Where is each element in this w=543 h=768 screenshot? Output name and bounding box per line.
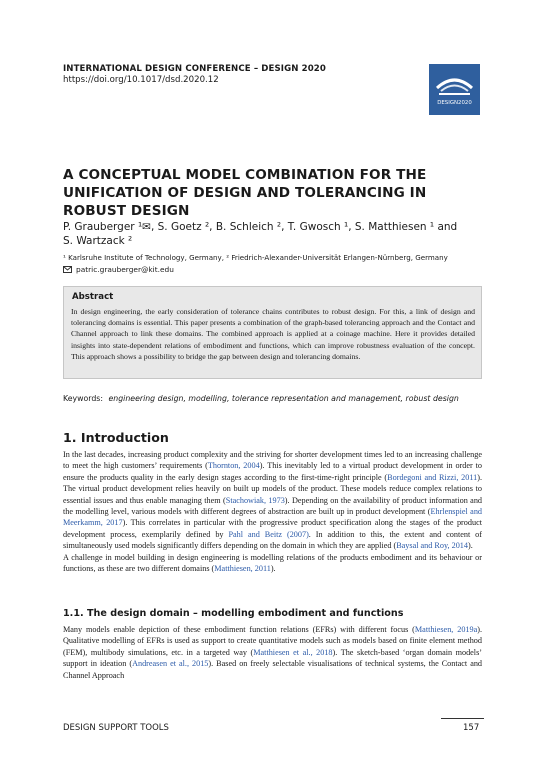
citation-link[interactable]: Thornton, 2004 xyxy=(207,461,260,471)
keywords xyxy=(63,393,463,404)
keywords-text: engineering design, modelling, tolerance representation and management, robust design xyxy=(108,394,459,403)
subsection-heading-design-domain: 1.1. The design domain – modelling embodiment and functions xyxy=(63,608,404,619)
citation-link[interactable]: Matthiesen, 2011 xyxy=(214,564,271,574)
design-paragraph-1: Many models enable depiction of these embodiment function relations (EFRs) with different focus (Matthiesen, 2019a). Qualitative modelling of EFRs is used as support to create quantitative models such as models based on finite element method (FEM), multibody simulations, etc. in a targeted way (Matthiesen et al., 2018). The sketch-based ‘organ domain models’ support in ideation (Andreasen et al., 2015). Based on freely selectable visualisations of technical systems, the Contact and Channel Approach xyxy=(63,625,483,680)
citation-link[interactable]: Stachowiak, 1973 xyxy=(225,495,285,505)
corresponding-email-row xyxy=(63,265,174,274)
email-address[interactable]: patric.grauberger@kit.edu xyxy=(76,265,174,274)
citation-link[interactable]: Andreasen et al., 2015 xyxy=(132,659,209,669)
design-conference-logo xyxy=(429,64,480,115)
author-line-2: S. Wartzack ² xyxy=(63,235,133,247)
logo-text: DESIGN2020 xyxy=(437,100,472,106)
doi-link[interactable]: https://doi.org/10.1017/dsd.2020.12 xyxy=(63,75,219,85)
introduction-body xyxy=(63,449,482,574)
logo-graphic xyxy=(429,64,480,115)
citation-link[interactable]: Bordegoni and Rizzi, 2011 xyxy=(387,472,478,482)
intro-paragraph-1: In the last decades, increasing product complexity and the striving for shorter development times led to an increasing challenge to meet the high customers’ requirements (Thornton, 2004). This inevitably led to a virtual product development in order to ensure the products quality in the early design stages according to the first-time-right principle (Bordegoni and Rizzi, 2011). The virtual product development relies heavily on built up models of the product. These models reduce complex relations to essential issues and thus enable managing them (Stachowiak, 1973). Depending on the availability of product information and the modelling level, various models with different degrees of abstraction are built up in product development (Ehrlenspiel and Meerkamm, 2017). This correlates in particular with the progressive product specification along the stages of the product development process, exemplarily defined by Pahl and Beitz (2007). In addition to this, the extent and content of simultaneously used models significantly differs depending on the domain in which they are applied (Baysal and Roy, 2014). xyxy=(63,450,483,551)
section-heading-introduction: 1. Introduction xyxy=(63,430,169,445)
conference-name: INTERNATIONAL DESIGN CONFERENCE – DESIGN 2020 xyxy=(63,64,326,74)
paper-title: A CONCEPTUAL MODEL COMBINATION FOR THE UNIFICATION OF DESIGN AND TOLERANCING IN ROBUST DESIGN xyxy=(63,167,427,219)
citation-link[interactable]: Baysal and Roy, 2014 xyxy=(396,541,468,551)
page-number: 157 xyxy=(463,723,480,733)
intro-paragraph-2: A challenge in model building in design engineering is modelling relations of the products embodiment and its behaviour or functions, as these are two different domains (Matthiesen, 2011). xyxy=(63,552,482,574)
citation-link[interactable]: Matthiesen, 2019a xyxy=(414,625,478,634)
keywords-label: Keywords: xyxy=(63,394,103,403)
affiliations: ¹ Karlsruhe Institute of Technology, Germany, ² Friedrich-Alexander-Universität Erlangen-Nürnberg, Germany xyxy=(63,253,448,262)
author-line-1: P. Grauberger ¹✉, S. Goetz ², B. Schleich ², T. Gwosch ¹, S. Matthiesen ¹ and xyxy=(63,221,458,233)
citation-link[interactable]: Ehrlenspiel and Meerkamm, 2017 xyxy=(63,507,483,528)
author-list xyxy=(63,220,483,248)
citation-link[interactable]: Matthiesen et al., 2018 xyxy=(253,647,333,657)
envelope-icon xyxy=(63,266,72,273)
abstract-heading: Abstract xyxy=(72,292,114,302)
citation-link[interactable]: Pahl and Beitz (2007) xyxy=(228,529,309,539)
footer-divider xyxy=(441,718,484,719)
design-domain-body xyxy=(63,624,482,681)
abstract-box xyxy=(63,286,482,379)
abstract-text: In design engineering, the early consideration of tolerance chains contributes to robust design. For this, a link of design and tolerancing domains is essential. This paper presents a combination of the graph-based tolerancing approach and the Contact and Channel approach to link these domains. The combined approach is applied at a coinage machine. Here it provides detailed insights into state-dependent relations of embodiment and functions, which can improve robustness evaluation of the concept. This approach shows a possibility to bridge the gap between design and tolerancing domains. xyxy=(71,307,475,361)
footer-section-name: DESIGN SUPPORT TOOLS xyxy=(63,723,169,733)
